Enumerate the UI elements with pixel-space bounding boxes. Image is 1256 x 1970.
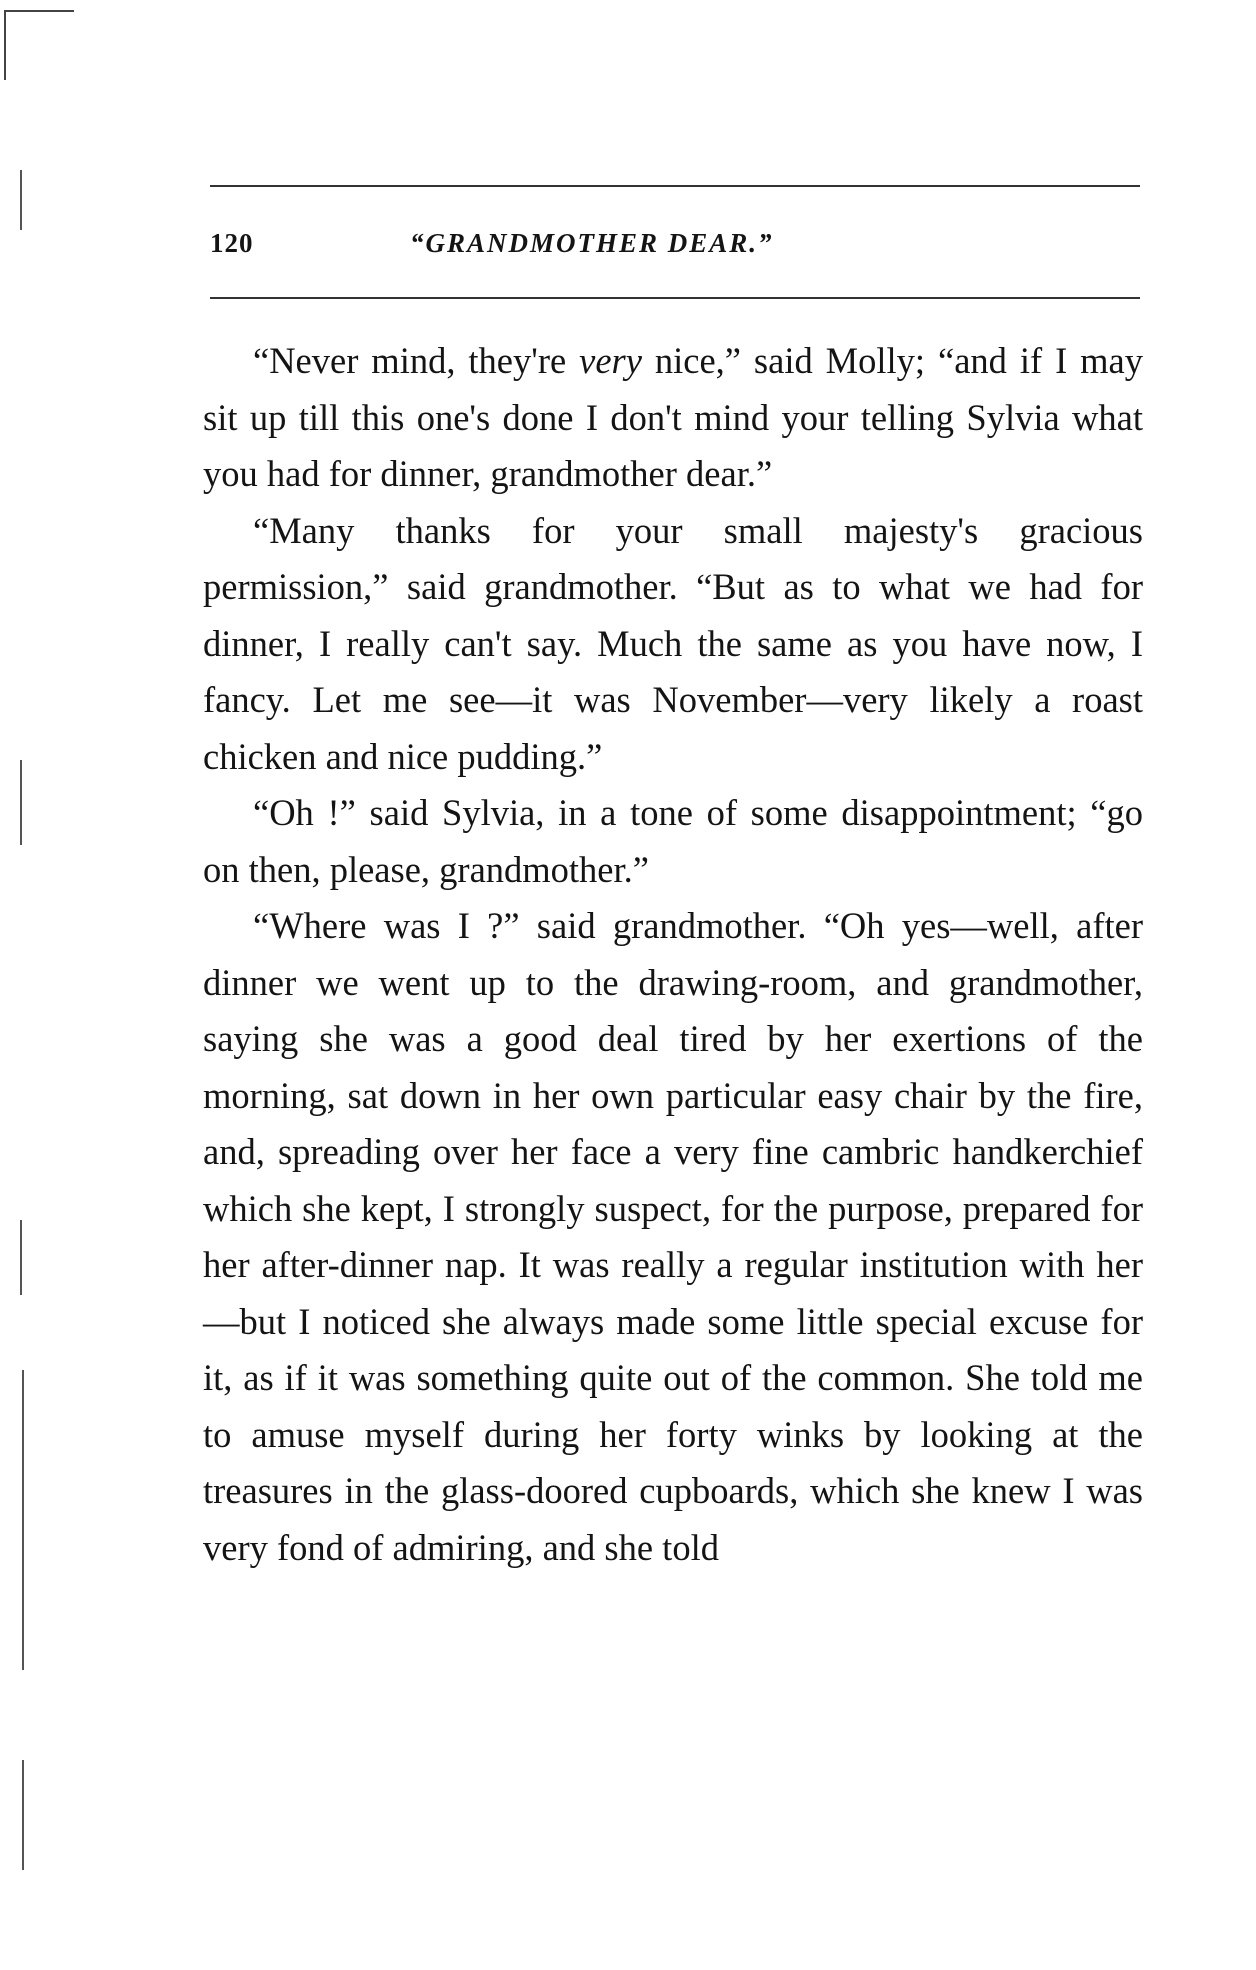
emphasized-word: very: [579, 340, 642, 381]
page-corner-mark-top: [4, 10, 74, 12]
margin-mark: [22, 1760, 24, 1870]
page-corner-mark-left: [4, 10, 6, 80]
page-header: [210, 228, 1140, 268]
header-rule-top: [210, 185, 1140, 187]
margin-mark: [20, 760, 22, 845]
page-number: 120: [210, 228, 254, 258]
paragraph: “Where was I ?” said grandmother. “Oh yes—well, after dinner we went up to the drawing-room, and grandmother, saying she was a good deal tired by her exertions of the morning, sat down in her own particular easy chair by the fire, and, spreading over her face a very fine cambric handkerchief which she kept, I strongly suspect, for the purpose, prepared for her after-dinner nap. It was really a regular institution with her—but I noticed she always made some little special excuse for it, as if it was something quite out of the common. She told me to amuse myself during her forty winks by looking at the treasures in the glass-doored cupboards, which she knew I was very fond of admiring, and she told: [203, 905, 1143, 1568]
paragraph: “Oh !” said Sylvia, in a tone of some disappointment; “go on then, please, grandmother.”: [203, 792, 1143, 890]
margin-mark: [20, 1220, 22, 1295]
paragraph: “Many thanks for your small majesty's gracious permission,” said grandmother. “But as to what we had for dinner, I really can't say. Much the same as you have now, I fancy. Let me see—it was November—very likely a roast chicken and nice pudding.”: [203, 509, 1143, 777]
paragraph-text: nice,” said Molly; “and if I may sit up till this one's done I don't mind your telling Sylvia what you had for dinner, grandmother dear.”: [203, 340, 1144, 494]
header-rule-bottom: [210, 297, 1140, 299]
paragraph: [203, 333, 1143, 503]
margin-mark: [22, 1370, 24, 1670]
margin-mark: [20, 170, 22, 230]
body-text: [203, 333, 1143, 1576]
paragraph-text: “Never mind, they're: [253, 340, 580, 381]
running-title: “GRANDMOTHER DEAR.”: [410, 228, 774, 258]
